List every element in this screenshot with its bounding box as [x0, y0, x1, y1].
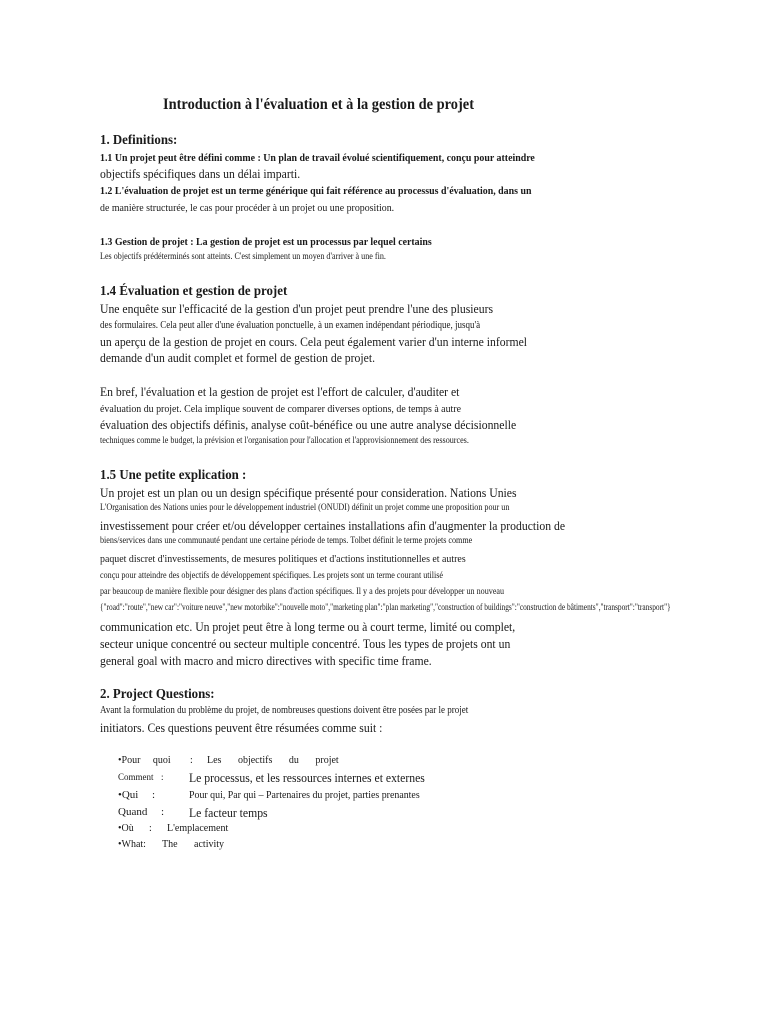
paragraph-line: conçu pour atteindre des objectifs de développement spécifiques. Les projets sont un terme courant utilisé	[100, 570, 444, 580]
project-management-line-1: 1.3 Gestion de projet : La gestion de projet est un processus par lequel certains	[100, 236, 432, 248]
paragraph-line: {"road":"route","new car":"voiture neuve","new motorbike":"nouvelle moto","marketing plan":"plan marketing","construction of buildings":"construction de bâtiments","transport":"transport"}	[100, 602, 671, 612]
definition-line-4: de manière structurée, le cas pour procéder à un projet ou une proposition.	[100, 202, 395, 214]
paragraph-line: un aperçu de la gestion de projet en cours. Cela peut également varier d'un interne informel	[100, 334, 528, 349]
section-heading-explanation: 1.5 Une petite explication :	[100, 468, 247, 483]
definition-line-2: objectifs spécifiques dans un délai imparti.	[100, 166, 301, 181]
paragraph-line: Avant la formulation du problème du projet, de nombreuses questions doivent être posées par le projet	[100, 705, 469, 716]
question-separator: :	[190, 755, 193, 766]
question-key: •Pour quoi	[118, 755, 171, 766]
question-value: The activity	[162, 839, 225, 850]
paragraph-line: Un projet est un plan ou un design spécifique présenté pour consideration. Nations Unies	[100, 485, 517, 500]
question-separator: :	[149, 823, 152, 834]
question-value: L'emplacement	[167, 823, 229, 834]
question-value: Les objectifs du projet	[207, 755, 339, 766]
paragraph-line: general goal with macro and micro directives with specific time frame.	[100, 653, 432, 668]
paragraph-line: L'Organisation des Nations unies pour le développement industriel (ONUDI) définit un projet comme une proposition pour un	[100, 502, 510, 512]
paragraph-line: initiators. Ces questions peuvent être résumées comme suit :	[100, 720, 383, 735]
paragraph-line: secteur unique concentré ou secteur multiple concentré. Tous les types de projets ont un	[100, 636, 511, 651]
question-value: Pour qui, Par qui – Partenaires du projet, parties prenantes	[189, 789, 420, 801]
paragraph-line: investissement pour créer et/ou développer certaines installations afin d'augmenter la production de	[100, 518, 566, 533]
paragraph-line: paquet discret d'investissements, de mesures politiques et d'actions institutionnelles et autres	[100, 553, 466, 565]
project-management-line-2: Les objectifs prédéterminés sont atteints. C'est simplement un moyen d'arriver à une fin.	[100, 251, 386, 261]
paragraph-line: En bref, l'évaluation et la gestion de projet est l'effort de calculer, d'auditer et	[100, 384, 460, 399]
section-heading-definitions: 1. Definitions:	[100, 133, 178, 148]
definition-line-3: 1.2 L'évaluation de projet est un terme générique qui fait référence au processus d'évaluation, dans un	[100, 185, 532, 197]
question-separator: :	[161, 772, 164, 782]
paragraph-line: par beaucoup de manière flexible pour désigner des plans d'action spécifiques. Il y a des projets pour développer un nouveau	[100, 586, 505, 596]
paragraph-line: techniques comme le budget, la prévision et l'organisation pour l'allocation et l'approvisionnement des ressources.	[100, 435, 469, 445]
question-value: Le processus, et les ressources internes et externes	[189, 770, 425, 785]
question-key: Quand	[118, 806, 148, 818]
question-key: Comment	[118, 772, 154, 782]
paragraph-line: évaluation du projet. Cela implique souvent de comparer diverses options, de temps à autre	[100, 403, 461, 415]
paragraph-line: communication etc. Un projet peut être à long terme ou à court terme, limité ou complet,	[100, 619, 516, 634]
paragraph-line: biens/services dans une communauté pendant une certaine période de temps. Tolbet définit le terme projets comme	[100, 535, 473, 545]
question-separator: :	[152, 789, 156, 801]
paragraph-line: des formulaires. Cela peut aller d'une évaluation ponctuelle, à un examen indépendant périodique, jusqu'à	[100, 320, 481, 331]
question-separator: :	[161, 806, 165, 818]
section-heading-project-questions: 2. Project Questions:	[100, 687, 215, 702]
question-key: •Qui	[118, 789, 139, 801]
paragraph-line: évaluation des objectifs définis, analyse coût-bénéfice ou une autre analyse décisionnelle	[100, 417, 517, 432]
page-title: Introduction à l'évaluation et à la gestion de projet	[163, 96, 474, 113]
question-key: •Où	[118, 823, 134, 834]
section-heading-evaluation: 1.4 Évaluation et gestion de projet	[100, 284, 288, 299]
question-value: Le facteur temps	[189, 805, 268, 820]
paragraph-line: demande d'un audit complet et formel de gestion de projet.	[100, 350, 376, 365]
question-key: •What:	[118, 839, 146, 850]
definition-line-1: 1.1 Un projet peut être défini comme : Un plan de travail évolué scientifiquement, conçu pour atteindre	[100, 152, 535, 164]
paragraph-line: Une enquête sur l'efficacité de la gestion d'un projet peut prendre l'une des plusieurs	[100, 301, 494, 316]
